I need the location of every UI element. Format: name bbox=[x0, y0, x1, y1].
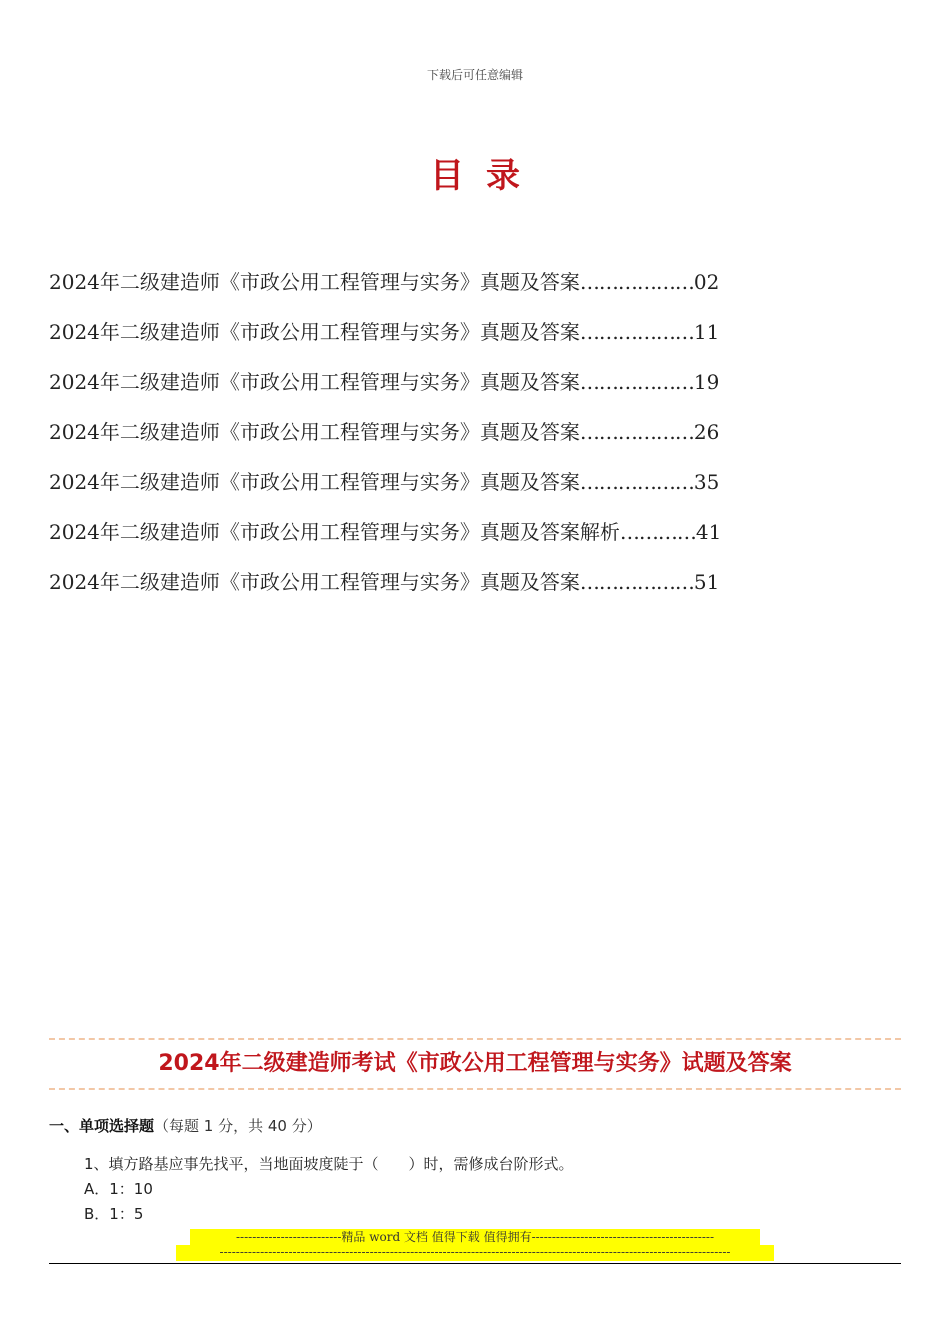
promo-banner-line2: ------------------------------------------------------------------------------------------------------------------------------ bbox=[176, 1245, 774, 1261]
toc-item[interactable] bbox=[49, 262, 909, 312]
section-title: 2024年二级建造师考试《市政公用工程管理与实务》试题及答案 bbox=[158, 1051, 792, 1076]
section-divider-top bbox=[49, 1038, 901, 1040]
toc-leader-dots: ……………… bbox=[579, 270, 694, 294]
part-heading bbox=[49, 1115, 322, 1136]
toc-page-number: 35 bbox=[693, 470, 720, 494]
toc-page-number: 11 bbox=[693, 320, 720, 344]
question-text: 1、填方路基应事先找平，当地面坡度陡于（ ）时，需修成台阶形式。 bbox=[84, 1155, 574, 1173]
toc-item-text: 2024年二级建造师《市政公用工程管理与实务》真题及答案 bbox=[49, 370, 580, 394]
toc-item[interactable] bbox=[49, 412, 909, 462]
toc-leader-dots: ……………… bbox=[579, 370, 694, 394]
toc-item[interactable] bbox=[49, 562, 909, 612]
part-heading-note: （每题 1 分，共 40 分） bbox=[154, 1117, 322, 1135]
toc-item[interactable] bbox=[49, 462, 909, 512]
toc-item-text: 2024年二级建造师《市政公用工程管理与实务》真题及答案解析 bbox=[49, 520, 620, 544]
toc-leader-dots: ……………… bbox=[579, 570, 694, 594]
toc-page-number: 26 bbox=[693, 420, 720, 444]
toc-item-text: 2024年二级建造师《市政公用工程管理与实务》真题及答案 bbox=[49, 420, 580, 444]
toc-page-number: 19 bbox=[693, 370, 720, 394]
toc-item-text: 2024年二级建造师《市政公用工程管理与实务》真题及答案 bbox=[49, 270, 580, 294]
toc-title: 目录 bbox=[430, 156, 542, 196]
toc-leader-dots: ……………… bbox=[579, 420, 694, 444]
section-divider-bottom bbox=[49, 1088, 901, 1090]
part-heading-label: 一、单项选择题 bbox=[49, 1117, 155, 1135]
question-option-b: B．1：5 bbox=[84, 1205, 144, 1223]
toc-item-text: 2024年二级建造师《市政公用工程管理与实务》真题及答案 bbox=[49, 570, 580, 594]
toc-leader-dots: ……………… bbox=[579, 470, 694, 494]
toc-item[interactable] bbox=[49, 362, 909, 412]
question-option-a: A．1：10 bbox=[84, 1180, 153, 1198]
table-of-contents bbox=[49, 262, 909, 612]
toc-leader-dots: ……………… bbox=[579, 320, 694, 344]
toc-item-text: 2024年二级建造师《市政公用工程管理与实务》真题及答案 bbox=[49, 470, 580, 494]
toc-item-text: 2024年二级建造师《市政公用工程管理与实务》真题及答案 bbox=[49, 320, 580, 344]
toc-page-number: 51 bbox=[693, 570, 720, 594]
toc-leader-dots: ………… bbox=[619, 520, 696, 544]
toc-page-number: 02 bbox=[693, 270, 720, 294]
toc-page-number: 41 bbox=[695, 520, 722, 544]
footer-rule bbox=[49, 1263, 901, 1264]
toc-item[interactable] bbox=[49, 312, 909, 362]
toc-item[interactable] bbox=[49, 512, 909, 562]
promo-banner-line1: --------------------------精品 word 文档 值得下载 值得拥有--------------------------------------------- bbox=[190, 1229, 760, 1246]
header-note: 下载后可任意编辑 bbox=[426, 68, 523, 82]
